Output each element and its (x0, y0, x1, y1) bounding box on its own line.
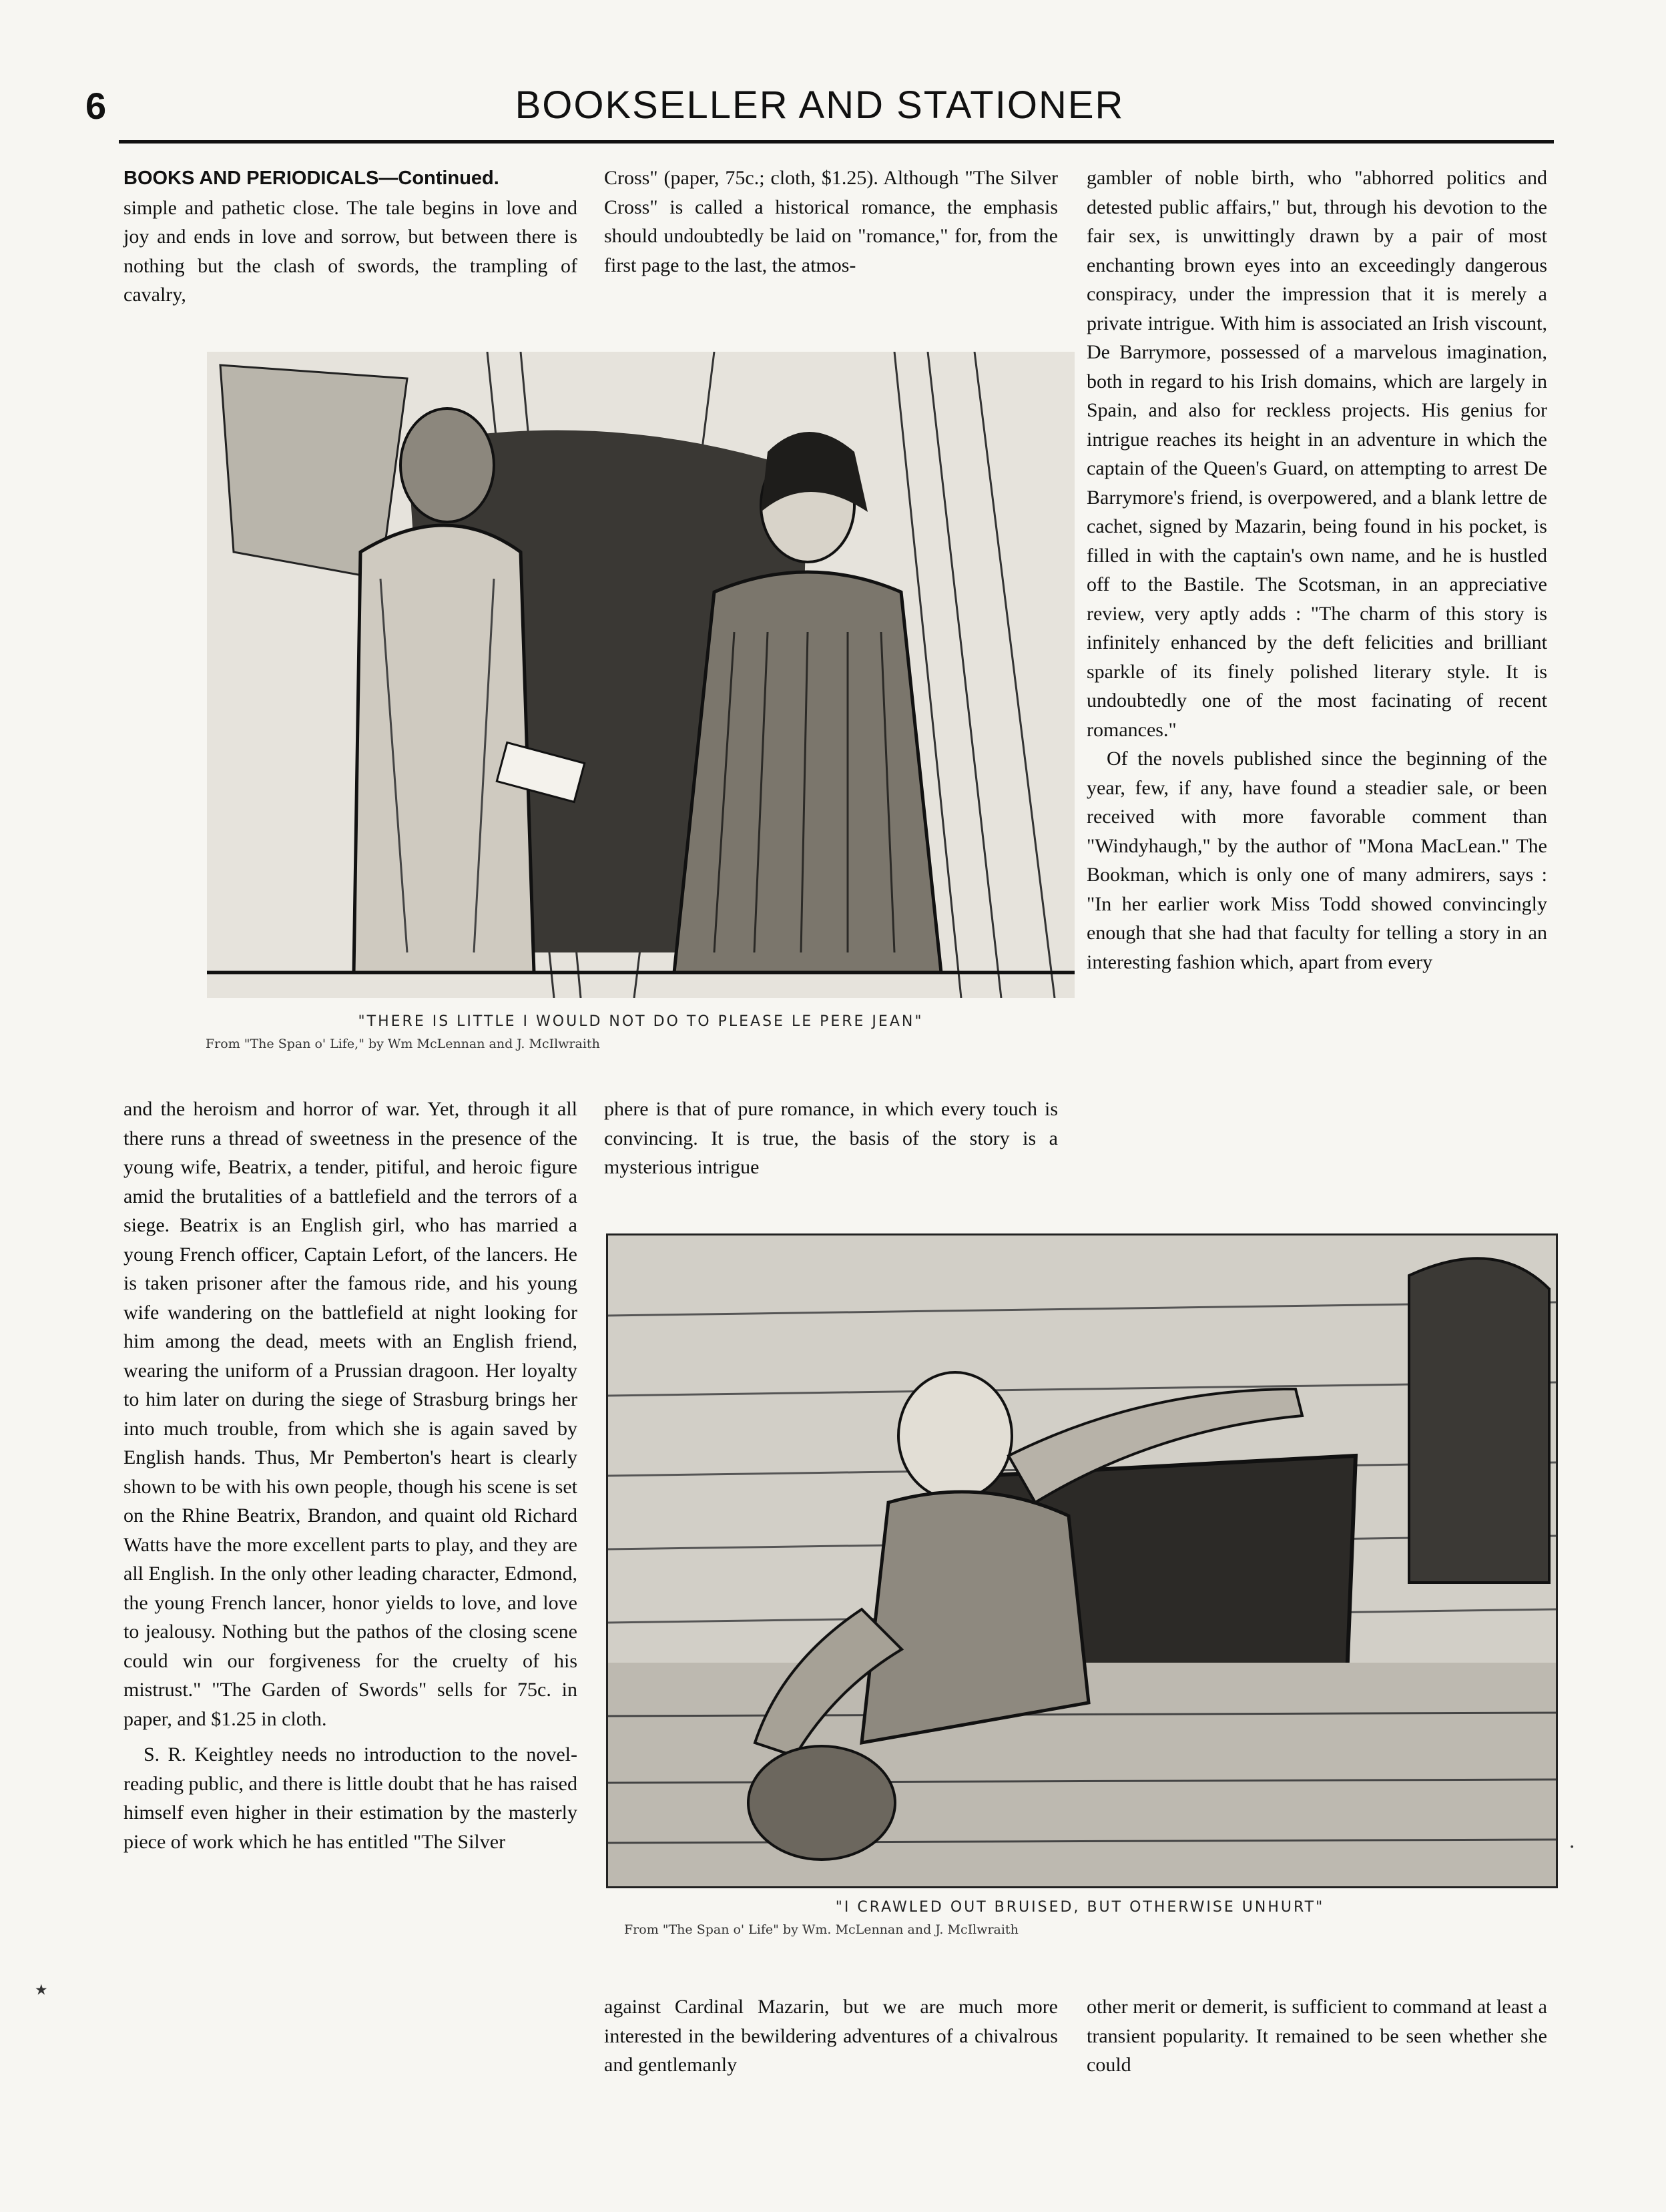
header-rule (119, 140, 1554, 144)
column1-bottom-paragraph-1: and the heroism and horror of war. Yet, through it all there runs a thread of sweetness in the presence of the young wife, Beatrix, a tender, pitiful, and heroic figure amid the brutalities of a battlefield and the terrors of a siege. Beatrix is an English girl, who has married a young French officer, Captain Lefort, of the lancers. He is taken prisoner after the famous ride, and his young wife wandering on the battlefield at night looking for him among the dead, meets with an English friend, wearing the uniform of a Prussian dragoon. Her loyalty to him later on during the siege of Strasburg brings her into much trouble, from which she is again saved by English hands. Thus, Mr Pemberton's heart is clearly shown to be with his own people, though his scene is set on the Rhine Beatrix, Brandon, and quaint old Richard Watts have the more excellent parts to play, and they are all English. In the only other leading character, Edmond, the young French lancer, honor yields to love, and love to jealousy. Nothing but the pathos of the closing scene could win our forgiveness for the cruelty of his mistrust." "The Garden of Swords" sells for 75c. in paper, and $1.25 in cloth. (123, 1098, 577, 1730)
column3-bottom-text: other merit or demerit, is sufficient to command at least a transient popularity. It remained to be seen whether she could (1087, 1996, 1547, 2076)
engraving-two-figures-on-ship-deck-icon (207, 352, 1075, 998)
figure-2-engraving (606, 1233, 1558, 1888)
page-number: 6 (85, 85, 107, 127)
column3-top (1087, 164, 1547, 1198)
figure-1-credit: From "The Span o' Life," by Wm McLennan and J. McIlwraith (206, 1037, 600, 1051)
figure-1-engraving (207, 352, 1075, 998)
section-heading: BOOKS AND PERIODICALS—Continued. (123, 168, 499, 189)
column1-top-text: simple and pathetic close. The tale begins in love and joy and ends in love and sorrow, but between there is nothing but the clash of swords, the trampling of cavalry, (123, 196, 577, 306)
column2-bottom-text: against Cardinal Mazarin, but we are much more interested in the bewildering adventures of a chivalrous and gentlemanly (604, 1996, 1058, 2076)
column1-top (123, 164, 577, 310)
column3-paragraph-1: gambler of noble birth, who "abhorred politics and detested public affairs," but, through his devotion to the fair sex, is unwittingly drawn by a pair of most enchanting brown eyes into an exceedingly dangerous conspiracy, under the impression that it is merely a private intrigue. With him is associated an Irish viscount, De Barrymore, possessed of a marvelous imagination, both in regard to his Irish domains, which are largely in Spain, and also for reckless projects. His genius for intrigue reaches its height in an adventure in which the captain of the Queen's Guard, on attempting to arrest De Barrymore's friend, is overpowered, and a blank lettre de cachet, signed by Mazarin, being found in his pocket, is filled in with the captain's own name, and he is hustled off to the Bastile. The Scotsman, in an appreciative review, very aptly adds : "The charm of this story is infinitely enhanced by the deft felicities and brilliant sparkle of its finely polished literary style. It is undoubtedly one of the most facinating of recent romances." (1087, 167, 1547, 741)
running-title: BOOKSELLER AND STATIONER (515, 83, 1125, 127)
column2-top (604, 164, 1058, 280)
figure-2-credit: From "The Span o' Life" by Wm. McLennan and J. McIlwraith (624, 1922, 1019, 1937)
engraving-man-crawling-through-window-icon (608, 1235, 1556, 1886)
column3-paragraph-2: Of the novels published since the beginning of the year, few, if any, have found a steadier sale, or been received with more favorable comment than "Windyhaugh," by the author of "Mona MacLean." The Bookman, which is only one of many admirers, says : "In her earlier work Miss Todd showed convincingly enough that she had that faculty for telling a story in an interesting fashion which, apart from every (1087, 748, 1547, 973)
column1-bottom (123, 1095, 577, 1856)
column1-bottom-paragraph-2: S. R. Keightley needs no introduction to the novel-reading public, and there is little doubt that he has raised himself even higher in their estimation by the masterly piece of work which he has entitled "The Silver (123, 1743, 577, 1853)
margin-mark: ⋅ (1569, 1836, 1576, 1858)
figure-1-caption: "THERE IS LITTLE I WOULD NOT DO TO PLEASE LE PERE JEAN" (358, 1013, 924, 1030)
figure-2-caption: "I CRAWLED OUT BRUISED, BUT OTHERWISE UNHURT" (835, 1899, 1325, 1916)
column3-bottom (1087, 1992, 1547, 2080)
margin-mark: ⋆ (32, 1973, 51, 2006)
column2-top-text: Cross" (paper, 75c.; cloth, $1.25). Although "The Silver Cross" is called a historical romance, the emphasis should undoubtedly be laid on "romance," for, from the first page to the last, the atmos- (604, 167, 1058, 276)
page-header (85, 79, 1554, 139)
column2-mid-text: phere is that of pure romance, in which every touch is convincing. It is true, the basis of the story is a mysterious intrigue (604, 1098, 1058, 1178)
column2-bottom (604, 1992, 1058, 2080)
column2-mid (604, 1095, 1058, 1182)
